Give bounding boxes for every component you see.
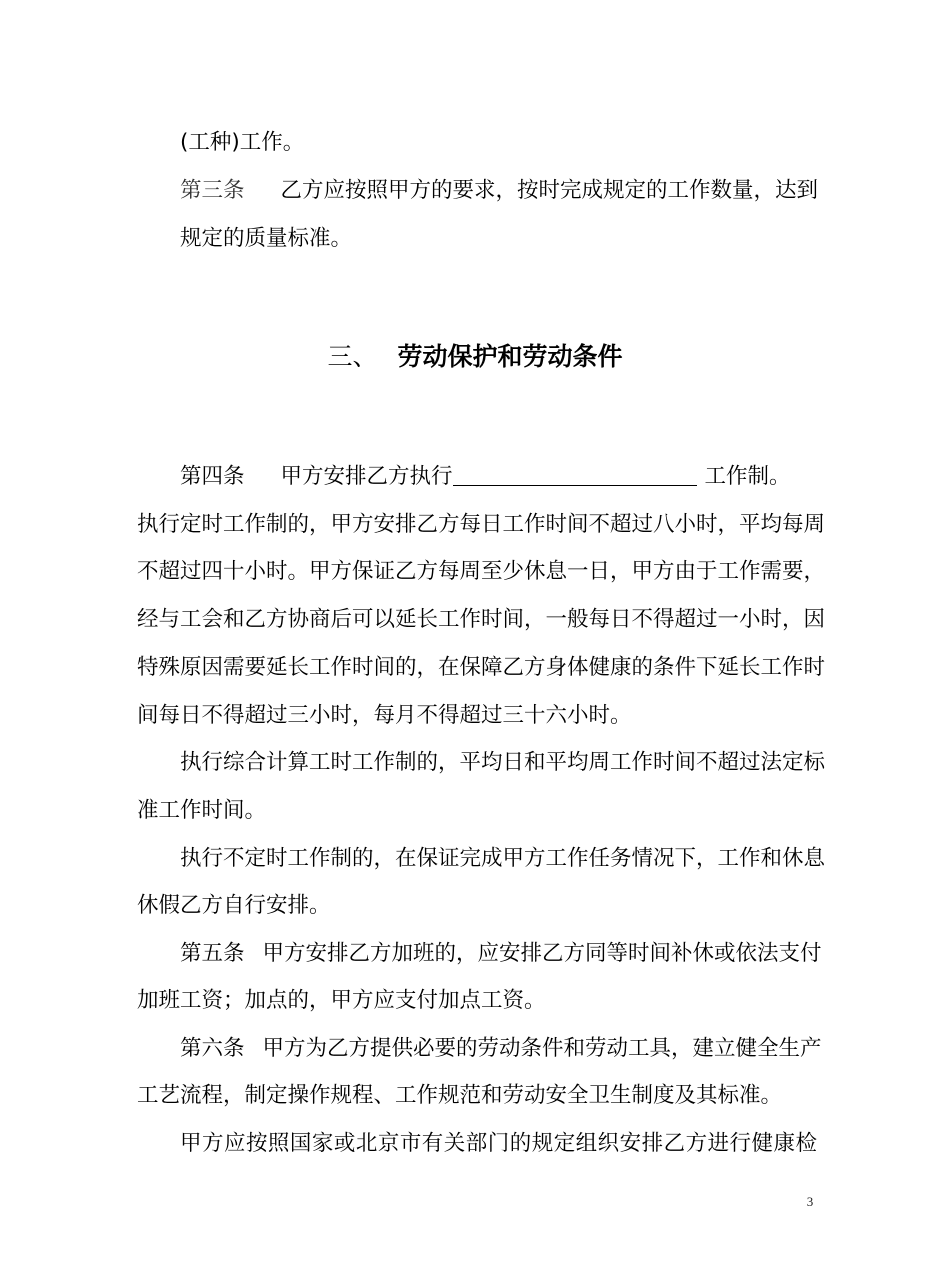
article-5-label: 第五条: [180, 941, 245, 966]
text-segment: 经与工会和乙方协商后可以延长工作时间，一般每日不得超过一小时，因: [137, 607, 826, 632]
section-heading: [0, 340, 950, 374]
article-6-label: 第六条: [180, 1036, 245, 1061]
paragraph-line: [137, 701, 817, 731]
section-title: 劳动保护和劳动条件: [397, 342, 623, 371]
text-segment: (工种)工作。: [180, 130, 305, 155]
text-segment: 规定的质量标准。: [180, 226, 353, 251]
paragraph-line: [137, 796, 817, 826]
text-segment: 执行不定时工作制的，在保证完成甲方工作任务情况下，工作和休息: [180, 846, 826, 871]
text-segment: 间每日不得超过三小时，每月不得超过三十六小时。: [137, 703, 632, 728]
article-4-text: 甲方安排乙方执行: [280, 464, 453, 489]
paragraph-line: [137, 891, 817, 921]
text-segment: 特殊原因需要延长工作时间的，在保障乙方身体健康的条件下延长工作时: [137, 655, 826, 680]
text-segment: 执行定时工作制的，甲方安排乙方每日工作时间不超过八小时，平均每周: [137, 512, 826, 537]
article-6-text: 甲方为乙方提供必要的劳动条件和劳动工具，建立健全生产: [262, 1036, 822, 1061]
paragraph-line: [180, 748, 826, 778]
article-5-line: [180, 939, 822, 969]
text-segment: 工艺流程，制定操作规程、工作规范和劳动安全卫生制度及其标准。: [137, 1083, 783, 1108]
article-3-label: 第三条: [180, 178, 245, 203]
text-segment: 甲方应按照国家或北京市有关部门的规定组织安排乙方进行健康检: [180, 1131, 817, 1156]
text-segment: 准工作时间。: [137, 798, 267, 823]
fill-in-blank: [453, 463, 697, 486]
section-number: 三、: [327, 342, 378, 371]
article-3-text: 乙方应按照甲方的要求，按时完成规定的工作数量，达到: [280, 178, 819, 203]
paragraph-line: [137, 986, 817, 1016]
text-segment: 不超过四十小时。甲方保证乙方每周至少休息一日，甲方由于工作需要，: [137, 559, 826, 584]
text-segment: 休假乙方自行安排。: [137, 893, 331, 918]
article-4-line: [180, 462, 817, 492]
paragraph-line: [180, 224, 817, 254]
article-5-text: 甲方安排乙方加班的，应安排乙方同等时间补休或依法支付: [262, 941, 822, 966]
text-segment: 执行综合计算工时工作制的，平均日和平均周工作时间不超过法定标: [180, 750, 826, 775]
article-4-label: 第四条: [180, 464, 245, 489]
paragraph-line: [137, 557, 826, 587]
article-3-line: [180, 176, 817, 206]
article-6-line: [180, 1034, 822, 1064]
text-segment: 加班工资；加点的，甲方应支付加点工资。: [137, 988, 546, 1013]
paragraph-line: [180, 128, 817, 158]
paragraph-line: [180, 844, 826, 874]
page-number: 3: [806, 1194, 814, 1209]
paragraph-line: [137, 510, 826, 540]
paragraph-line: [137, 653, 826, 683]
article-4-tail: 工作制。: [704, 464, 791, 489]
paragraph-line: [137, 1081, 817, 1111]
paragraph-line: [137, 605, 826, 635]
paragraph-line: [180, 1129, 817, 1159]
